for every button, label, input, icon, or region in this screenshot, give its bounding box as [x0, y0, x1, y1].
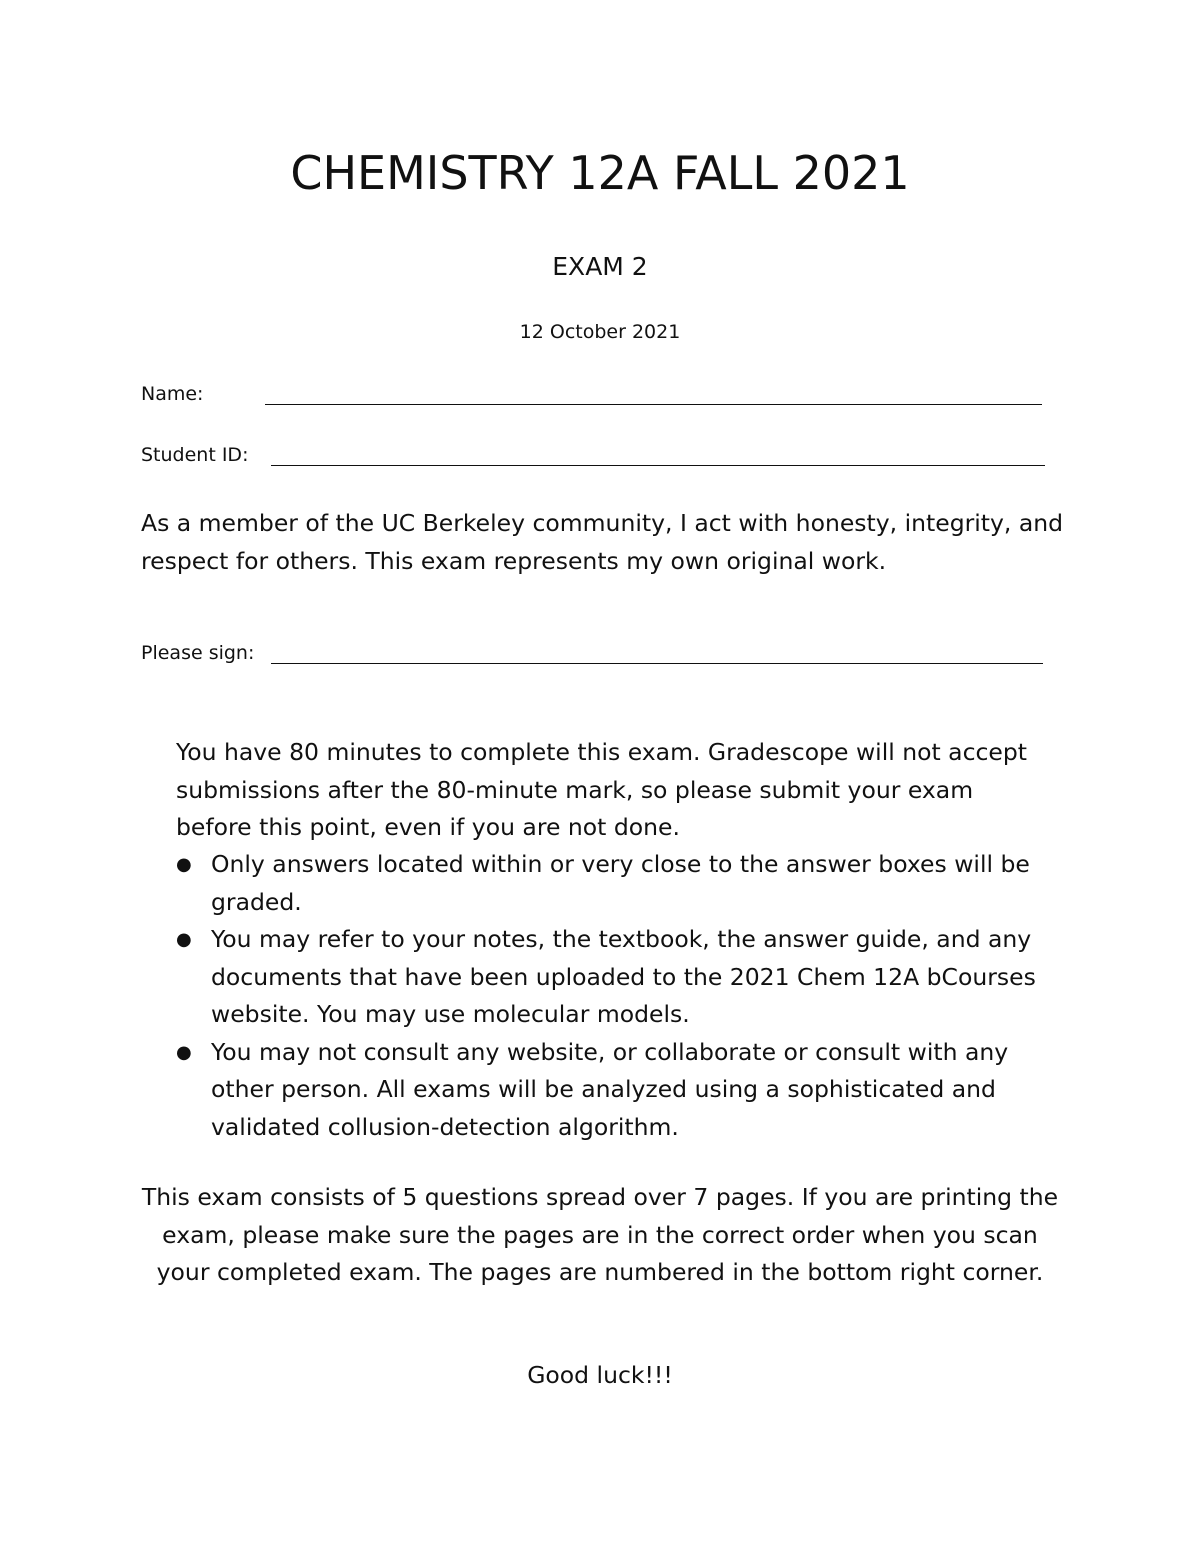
bullet-icon: ● — [176, 854, 192, 875]
list-item — [176, 846, 1066, 921]
list-item-text: Only answers located within or very close to the answer boxes will be graded. — [211, 850, 1030, 916]
exam-title: CHEMISTRY 12A FALL 2021 — [290, 146, 910, 200]
signature-blank-line[interactable] — [271, 663, 1043, 664]
name-label: Name: — [141, 383, 204, 405]
closing-message: Good luck!!! — [527, 1361, 673, 1389]
name-field[interactable] — [141, 383, 203, 405]
signature-field[interactable] — [141, 642, 254, 664]
exam-date: 12 October 2021 — [519, 321, 681, 343]
student-id-blank-line[interactable] — [271, 465, 1045, 466]
student-id-label: Student ID: — [141, 444, 249, 466]
name-blank-line[interactable] — [265, 404, 1042, 405]
list-item — [176, 1034, 1066, 1147]
exam-page-note: This exam consists of 5 questions spread over 7 pages. If you are printing the exam, please make sure the pages are in the correct order when you scan your completed exam. The pages are numbered in the bottom right corner. — [141, 1183, 1059, 1286]
student-id-field[interactable] — [141, 444, 248, 466]
signature-label: Please sign: — [141, 642, 255, 664]
bullet-icon: ● — [176, 929, 192, 950]
list-item-text: You may not consult any website, or collaborate or consult with any other person. All exams will be analyzed using a sophisticated and validated collusion-detection algorithm. — [211, 1037, 1009, 1141]
exam-number: EXAM 2 — [552, 252, 648, 281]
list-item — [176, 921, 1066, 1034]
bullet-icon: ● — [176, 1041, 192, 1063]
instructions-list — [176, 846, 1066, 1146]
honor-statement: As a member of the UC Berkeley community, I act with honesty, integrity, and respect for others. This exam represents my own original work. — [141, 509, 1064, 575]
instructions-intro: You have 80 minutes to complete this exam. Gradescope will not accept submissions after the 80-minute mark, so please submit your exam before this point, even if you are not done. — [176, 738, 1028, 841]
list-item-text: You may refer to your notes, the textbook, the answer guide, and any documents that have been uploaded to the 2021 Chem 12A bCourses website. You may use molecular models. — [211, 925, 1036, 1028]
